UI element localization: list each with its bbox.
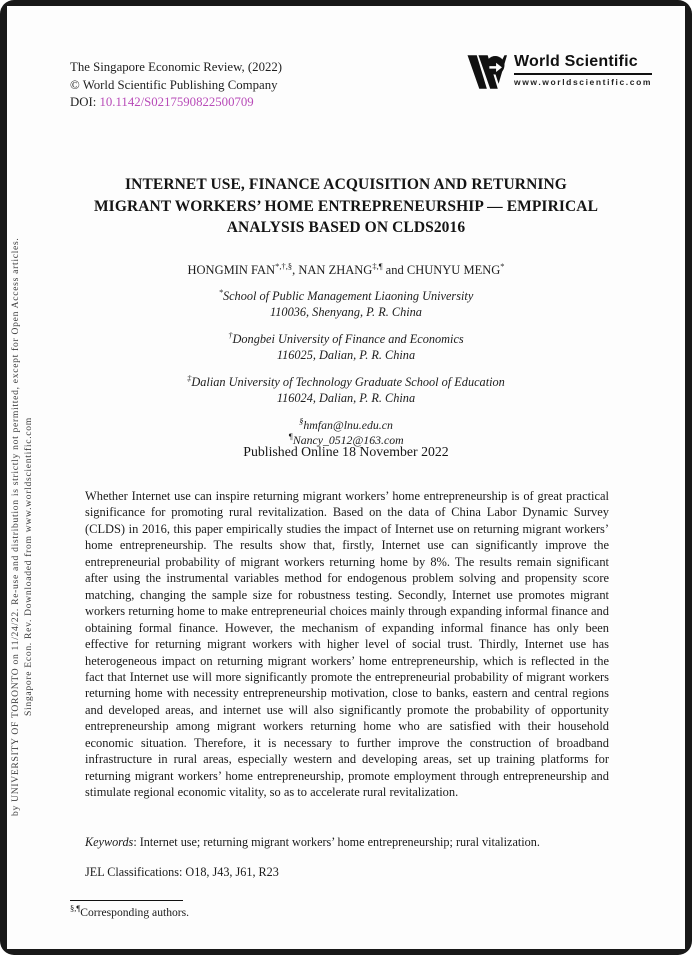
- footnote-marks: §,¶: [70, 903, 81, 914]
- affiliation-3-name: [7, 372, 685, 391]
- author-2-affil-marks: ‡,¶: [372, 260, 383, 271]
- affiliations-block: [7, 286, 685, 447]
- publisher-logo: [465, 53, 652, 91]
- email-1-mark: §: [299, 416, 304, 427]
- affiliation-2-institution: Dongbei University of Finance and Economics: [232, 332, 464, 346]
- keywords-label: Keywords: [85, 835, 134, 849]
- authors-line: [7, 260, 685, 278]
- corresponding-authors-footnote: [70, 903, 190, 919]
- footnote-text: Corresponding authors.: [80, 906, 190, 919]
- publisher-website: www.worldscientific.com: [514, 77, 653, 87]
- affiliation-3: [7, 372, 685, 406]
- author-1: HONGMIN FAN: [187, 263, 276, 277]
- doi-line: [70, 94, 282, 112]
- journal-name: The Singapore Economic Review, (2022): [70, 60, 283, 74]
- keywords-line: [85, 835, 609, 850]
- publisher-name: World Scientific: [514, 53, 652, 75]
- affiliation-1: [7, 286, 685, 320]
- published-online-line: Published Online 18 November 2022: [243, 444, 449, 459]
- publication-info: [70, 59, 282, 112]
- watermark-journal-line: Singapore Econ. Rev. Downloaded from www.worldscientific.com: [23, 417, 34, 716]
- article-title: INTERNET USE, FINANCE ACQUISITION AND RETURNING MIGRANT WORKERS’ HOME ENTREPRENEURSHIP — EMPIRICAL ANALYSIS BASED ON CLDS2016: [93, 176, 599, 236]
- affiliation-1-mark: *: [218, 286, 223, 297]
- email-1: [7, 418, 685, 433]
- jel-classifications-line: JEL Classifications: O18, J43, J61, R23: [85, 865, 279, 879]
- copyright-line: © World Scientific Publishing Company: [70, 77, 278, 92]
- abstract-text: Whether Internet use can inspire returning migrant workers’ home entrepreneurship is of great practical significance for promoting rural revitalization. Based on the data of China Labor Dynamic Survey (CLDS) in 2016, this paper empirically studies the impact of Internet use on returning migrant workers’ home entrepreneurship. The results show that, firstly, Internet use can significantly improve the entrepreneurial probability of migrant workers returning home by 8%. The results remain significant after using the instrumental variables method for endogenous problem solving and propensity score matching, changing the sample size for robustness testing. Secondly, Internet use promotes migrant workers returning home to make entrepreneurial choices mainly through expanding informal finance and obtaining formal finance. However, the mechanism of expanding informal finance has only been effective for returning migrant workers with higher level of social trust. Thirdly, Internet use has heterogeneous impact on returning migrant workers’ home entrepreneurship, which is reflected in the fact that Internet use will more significantly promote the entrepreneurial probability of migrant workers returning home with necessity entrepreneurship motivation, close to banks, eastern and central regions and developed areas, and internet use will also significantly promote the probability of opportunity entrepreneurship among migrant workers returning home who are satisfied with their household economic situation. Therefore, it is necessary to further improve the construction of broadband infrastructure in rural areas, especially western and developing areas, set up training platforms for returning migrant workers’ home entrepreneurship, promote employment through entrepreneurship and stimulate regional economic vitality, so as to accelerate rural revitalization.: [85, 489, 609, 800]
- author-separator: ,: [292, 263, 299, 277]
- affiliation-3-address: 116024, Dalian, P. R. China: [276, 390, 416, 405]
- affiliation-1-address: 110036, Shenyang, P. R. China: [270, 304, 422, 319]
- doi-label: DOI:: [70, 95, 100, 109]
- world-scientific-logo-icon: [465, 53, 507, 91]
- affiliation-1-institution: School of Public Management Liaoning University: [222, 289, 474, 303]
- author-1-affil-marks: *,†,§: [275, 260, 293, 271]
- doi-link[interactable]: 10.1142/S0217590822500709: [99, 95, 254, 109]
- email-2-mark: ¶: [288, 430, 293, 441]
- email-2-address: Nancy_0512@163.com: [292, 432, 404, 447]
- affiliation-2: [7, 329, 685, 363]
- paper-page: [7, 6, 685, 949]
- author-3: CHUNYU MENG: [406, 263, 501, 277]
- author-2: NAN ZHANG: [298, 263, 373, 277]
- keywords-text: : Internet use; returning migrant workers’ home entrepreneurship; rural vitalization.: [133, 835, 540, 849]
- affiliation-2-name: [7, 329, 685, 348]
- affiliation-3-mark: ‡: [187, 372, 192, 383]
- affiliation-2-address: 116025, Dalian, P. R. China: [276, 347, 416, 362]
- author-3-affil-marks: *: [500, 260, 505, 271]
- affiliation-3-institution: Dalian University of Technology Graduate School of Education: [191, 375, 505, 389]
- affiliation-1-name: [7, 286, 685, 305]
- affiliation-2-mark: †: [228, 329, 233, 340]
- email-1-address: hmfan@lnu.edu.cn: [303, 418, 393, 432]
- author-conjunction: and: [382, 263, 407, 277]
- watermark-license-line: by UNIVERSITY OF TORONTO on 11/24/22. Re-use and distribution is strictly not permitted, except for Open Access articles.: [10, 237, 21, 816]
- footnote-divider: [70, 900, 183, 901]
- publisher-logo-text: [514, 53, 652, 87]
